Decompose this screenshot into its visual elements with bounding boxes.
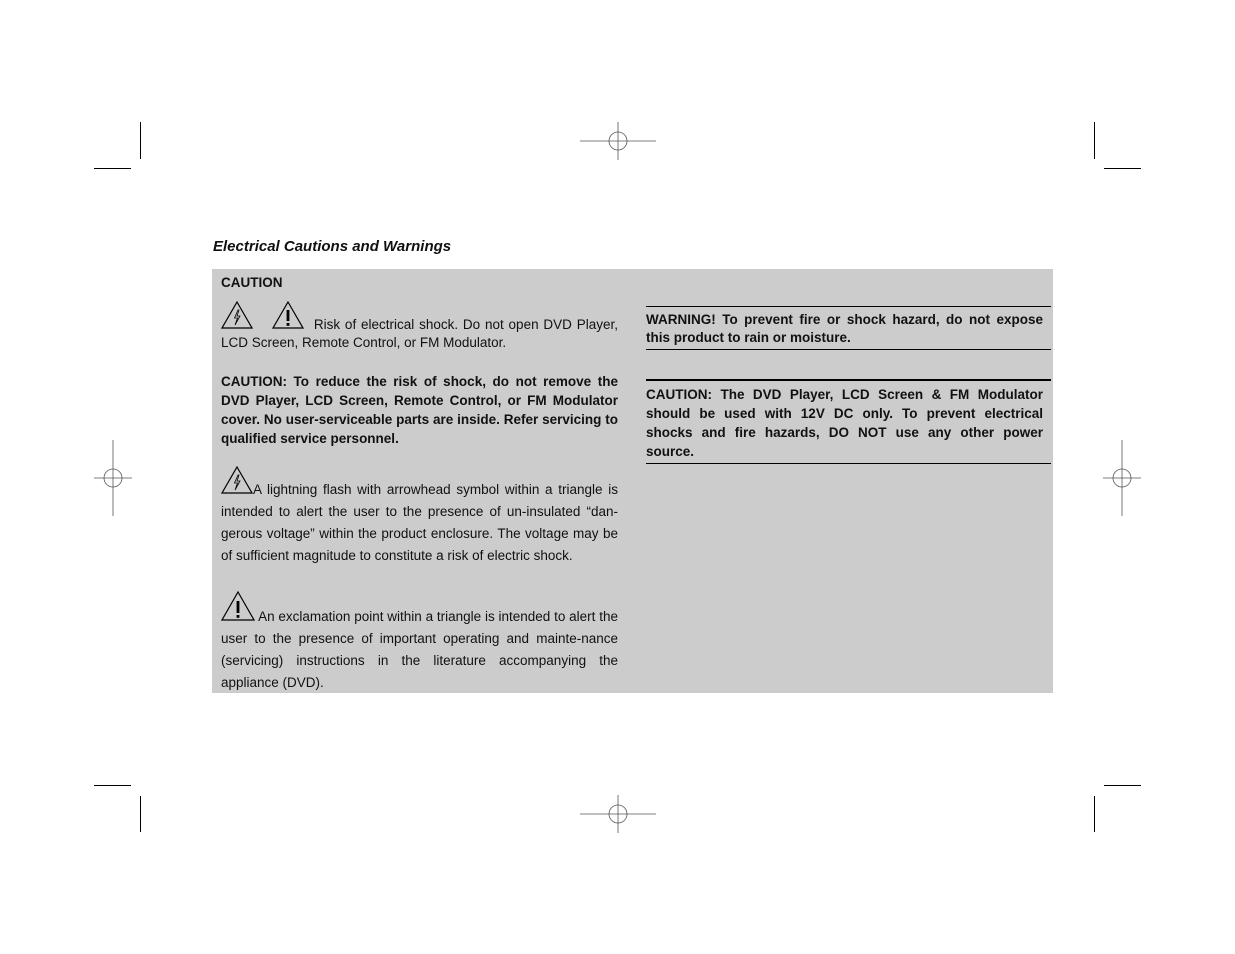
crop-mark-bottom-right-horizontal [1104, 785, 1141, 786]
crop-mark-bottom-right-vertical [1094, 796, 1095, 832]
exclamation-triangle-icon [221, 591, 255, 628]
crop-mark-top-right-horizontal [1104, 168, 1141, 169]
lightning-text: A lightning flash with arrowhead symbol within a triangle is intended to alert the user to the presence of un-insulated “dan-gerous voltage” within the product enclosure. The voltage may be of sufficient magnitude to constitute a risk of electric shock. [221, 482, 618, 563]
caution-heading: CAUTION [221, 275, 283, 290]
crop-mark-bottom-left-vertical [140, 796, 141, 832]
caution-power-box: CAUTION: The DVD Player, LCD Screen & FM Modulator should be used with 12V DC only. To prevent electrical shocks and fire hazards, DO NOT use any other power source. [646, 379, 1051, 464]
caution-cover-paragraph: CAUTION: To reduce the risk of shock, do not remove the DVD Player, LCD Screen, Remote Control, or FM Modulator cover. No user-serviceable parts are inside. Refer servicing to qualified service personnel. [221, 374, 618, 446]
left-column [221, 275, 618, 694]
exclamation-paragraph [221, 591, 618, 694]
registration-mark-icon [1103, 440, 1141, 516]
right-column [646, 306, 1051, 464]
registration-mark-icon [580, 122, 656, 160]
lightning-triangle-icon [221, 301, 253, 334]
caution-panel [212, 269, 1053, 693]
registration-mark-icon [580, 795, 656, 833]
page-title: Electrical Cautions and Warnings [213, 238, 452, 255]
risk-text: Risk of electrical shock. Do not open DVD Player, LCD Screen, Remote Control, or FM Modulator. [221, 317, 618, 350]
crop-mark-top-right-vertical [1094, 122, 1095, 159]
exclamation-triangle-icon [272, 301, 304, 334]
exclamation-text: An exclamation point within a triangle is intended to alert the user to the presence of important operating and mainte-nance (servicing) instructions in the literature accompanying the appliance (DVD). [221, 609, 618, 690]
crop-mark-top-left-horizontal [94, 168, 131, 169]
crop-mark-top-left-vertical [140, 122, 141, 159]
registration-mark-icon [94, 440, 132, 516]
warning-box: WARNING! To prevent fire or shock hazard, do not expose this product to rain or moisture. [646, 306, 1051, 350]
crop-mark-bottom-left-horizontal [94, 785, 131, 786]
lightning-paragraph [221, 466, 618, 567]
risk-paragraph [221, 301, 618, 352]
lightning-triangle-icon [221, 466, 253, 501]
